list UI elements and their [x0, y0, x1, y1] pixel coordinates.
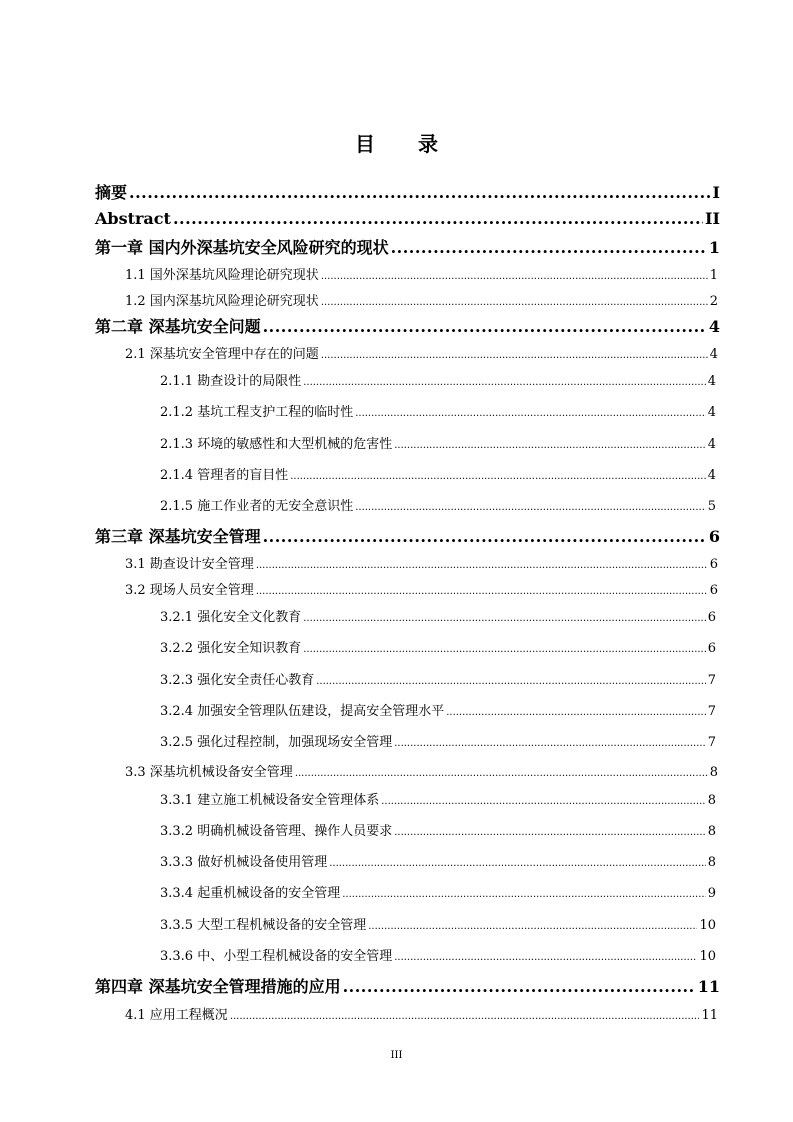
- toc-entry-page: 4: [707, 374, 716, 389]
- toc-entry-page: 11: [701, 1008, 718, 1023]
- toc-entry-label: 3.3.2 明确机械设备管理、操作人员要求: [160, 824, 393, 839]
- toc-leader-dots: [394, 952, 697, 963]
- toc-entry-page: 4: [707, 405, 716, 420]
- toc-entry-label: 4.1 应用工程概况: [125, 1008, 228, 1023]
- toc-entry-label: 第四章 深基坑安全管理措施的应用: [95, 977, 341, 996]
- toc-leader-dots: [316, 676, 706, 687]
- toc-entry-label: 3.2.4 加强安全管理队伍建设，提高安全管理水平: [160, 704, 445, 719]
- toc-entry-page: 2: [709, 294, 718, 309]
- toc-entry-page: 6: [707, 641, 716, 656]
- toc-entry-page: 5: [707, 499, 716, 514]
- toc-entry[interactable]: [125, 579, 718, 598]
- toc-entry-label: 2.1.1 勘查设计的局限性: [160, 374, 302, 389]
- toc-entry[interactable]: [125, 761, 718, 780]
- toc-entry-page: 6: [708, 527, 720, 546]
- toc-leader-dots: [394, 738, 706, 749]
- toc-entry-label: 3.3.1 建立施工机械设备安全管理体系: [160, 793, 380, 808]
- toc-leader-dots: [129, 183, 711, 202]
- toc-entry-page: 4: [708, 317, 720, 336]
- toc-entry-label: 3.3.4 起重机械设备的安全管理: [160, 886, 341, 901]
- toc-leader-dots: [303, 613, 706, 624]
- toc-entry-label: 2.1.4 管理者的盲目性: [160, 468, 289, 483]
- toc-leader-dots: [256, 560, 708, 571]
- toc-entry[interactable]: [160, 433, 716, 452]
- toc-entry[interactable]: [160, 914, 716, 933]
- toc-entry-page: 8: [709, 765, 718, 780]
- toc-entry-label: 2.1.2 基坑工程支护工程的临时性: [160, 405, 354, 420]
- toc-entry[interactable]: [160, 700, 716, 719]
- toc-leader-dots: [321, 297, 708, 308]
- toc-entry-page: 11: [697, 977, 720, 996]
- toc-entry[interactable]: [95, 524, 720, 547]
- toc-entry-label: 3.3.6 中、小型工程机械设备的安全管理: [160, 949, 393, 964]
- toc-title: 目 录: [355, 132, 456, 156]
- toc-leader-dots: [173, 209, 703, 228]
- toc-leader-dots: [394, 440, 706, 451]
- toc-leader-dots: [355, 408, 706, 419]
- toc-entry-page: 10: [699, 949, 716, 964]
- toc-leader-dots: [303, 644, 706, 655]
- toc-entry[interactable]: [95, 180, 720, 203]
- toc-leader-dots: [295, 768, 708, 779]
- toc-entry[interactable]: [160, 851, 716, 870]
- toc-entry[interactable]: [95, 235, 720, 258]
- toc-entry[interactable]: [160, 669, 716, 688]
- toc-leader-dots: [263, 527, 707, 546]
- toc-entry-page: 1: [708, 238, 720, 257]
- toc-entry-label: 2.1.3 环境的敏感性和大型机械的危害性: [160, 437, 393, 452]
- toc-leader-dots: [230, 1011, 700, 1022]
- toc-entry[interactable]: [160, 789, 716, 808]
- toc-entry[interactable]: [125, 264, 718, 283]
- toc-entry[interactable]: [160, 731, 716, 750]
- toc-leader-dots: [391, 238, 707, 257]
- toc-entry-page: 10: [699, 918, 716, 933]
- toc-leader-dots: [355, 502, 706, 513]
- toc-entry-label: 3.2.1 强化安全文化教育: [160, 610, 302, 625]
- toc-leader-dots: [381, 796, 706, 807]
- toc-entry-label: 2.1 深基坑安全管理中存在的问题: [125, 347, 319, 362]
- toc-entry-page: 4: [709, 347, 718, 362]
- toc-entry[interactable]: [125, 1004, 718, 1023]
- toc-entry-page: 9: [707, 886, 716, 901]
- toc-entry[interactable]: [125, 553, 718, 572]
- toc-entry-label: 3.2.5 强化过程控制，加强现场安全管理: [160, 735, 393, 750]
- toc-entry-label: 3.2 现场人员安全管理: [125, 583, 254, 598]
- toc-leader-dots: [329, 858, 706, 869]
- toc-entry[interactable]: [160, 370, 716, 389]
- toc-entry[interactable]: [95, 209, 720, 228]
- toc-leader-dots: [343, 977, 696, 996]
- toc-leader-dots: [321, 271, 708, 282]
- toc-entry-page: 7: [707, 735, 716, 750]
- toc-entry-label: 3.3.5 大型工程机械设备的安全管理: [160, 918, 367, 933]
- toc-entry-page: 6: [709, 583, 718, 598]
- toc-entry-page: 8: [707, 855, 716, 870]
- toc-entry-label: 第三章 深基坑安全管理: [95, 527, 261, 546]
- toc-entry-page: 6: [707, 610, 716, 625]
- toc-entry-page: 4: [707, 437, 716, 452]
- toc-leader-dots: [446, 707, 706, 718]
- toc-entry-page: 8: [707, 824, 716, 839]
- toc-entry[interactable]: [95, 974, 720, 997]
- toc-entry-label: 第二章 深基坑安全问题: [95, 317, 261, 336]
- toc-entry[interactable]: [160, 401, 716, 420]
- toc-entry-label: 3.1 勘查设计安全管理: [125, 557, 254, 572]
- toc-entry[interactable]: [160, 820, 716, 839]
- toc-entry[interactable]: [160, 495, 716, 514]
- toc-leader-dots: [394, 827, 706, 838]
- toc-entry[interactable]: [160, 882, 716, 901]
- toc-entry[interactable]: [160, 637, 716, 656]
- toc-entry[interactable]: [160, 464, 716, 483]
- toc-entry-label: 1.1 国外深基坑风险理论研究现状: [125, 268, 319, 283]
- toc-leader-dots: [321, 350, 708, 361]
- toc-entry[interactable]: [160, 606, 716, 625]
- toc-entry-page: 4: [707, 468, 716, 483]
- toc-entry-page: I: [712, 183, 720, 202]
- toc-leader-dots: [368, 921, 697, 932]
- toc-entry-label: 3.3.3 做好机械设备使用管理: [160, 855, 328, 870]
- toc-entry-label: 第一章 国内外深基坑安全风险研究的现状: [95, 238, 389, 257]
- page-number: III: [390, 1050, 403, 1061]
- toc-entry-label: Abstract: [95, 209, 171, 228]
- toc-entry-page: 7: [707, 673, 716, 688]
- toc-entry[interactable]: [125, 290, 718, 309]
- toc-leader-dots: [303, 377, 706, 388]
- toc-entry-label: 3.3 深基坑机械设备安全管理: [125, 765, 293, 780]
- toc-leader-dots: [342, 889, 706, 900]
- toc-entry-page: 6: [709, 557, 718, 572]
- toc-entry-page: 7: [707, 704, 716, 719]
- toc-leader-dots: [290, 471, 706, 482]
- toc-entry-page: 8: [707, 793, 716, 808]
- toc-entry-label: 摘要: [95, 183, 128, 202]
- toc-entry-label: 3.2.2 强化安全知识教育: [160, 641, 302, 656]
- toc-leader-dots: [263, 317, 707, 336]
- toc-entry-label: 1.2 国内深基坑风险理论研究现状: [125, 294, 319, 309]
- toc-entry[interactable]: [125, 343, 718, 362]
- toc-entry-label: 2.1.5 施工作业者的无安全意识性: [160, 499, 354, 514]
- toc-entry-label: 3.2.3 强化安全责任心教育: [160, 673, 315, 688]
- toc-entry-page: II: [705, 209, 720, 228]
- toc-entry[interactable]: [160, 945, 716, 964]
- toc-leader-dots: [256, 586, 708, 597]
- toc-entry[interactable]: [95, 314, 720, 337]
- toc-entry-page: 1: [709, 268, 718, 283]
